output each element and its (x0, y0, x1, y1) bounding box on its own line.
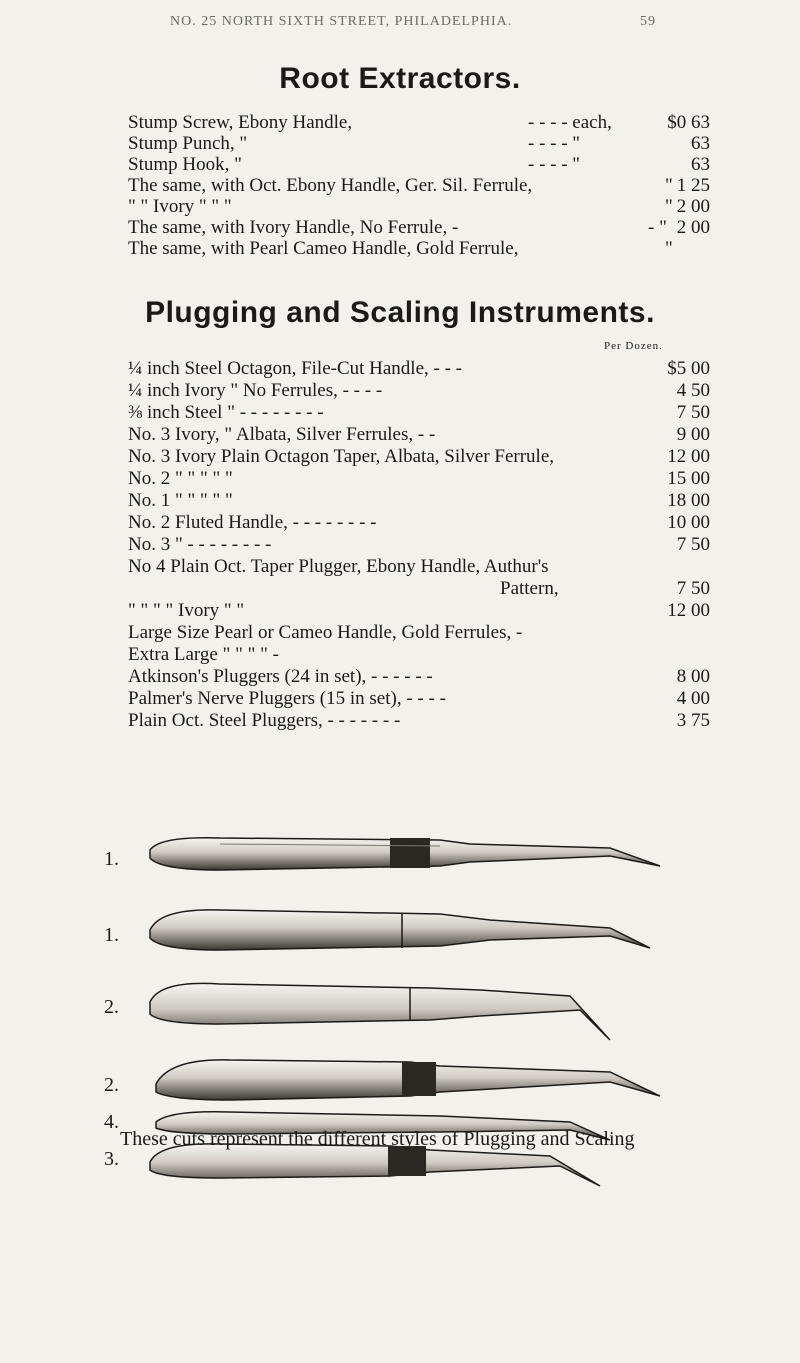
item-unit: - - - - " (528, 154, 581, 175)
list-item (128, 133, 710, 155)
item-price: 63 (691, 133, 710, 154)
plugger-2 (150, 910, 650, 950)
plugger-4 (156, 1060, 660, 1100)
item-description: No. 3 Ivory Plain Octagon Taper, Albata, Silver Ferrule, (128, 446, 555, 467)
plugging-title: Plugging and Scaling Instruments. (145, 296, 655, 329)
item-unit: - - - - each, (528, 112, 612, 133)
item-description: No. 2 " " " " " (128, 468, 233, 489)
item-description: ¼ inch Ivory " No Ferrules, - - - - (128, 380, 383, 401)
item-description: " " Ivory " " " (128, 196, 232, 217)
figure-label: 2. (104, 1074, 119, 1096)
item-description: ¼ inch Steel Octagon, File-Cut Handle, - - - (128, 358, 463, 379)
list-item (128, 622, 710, 644)
list-item (128, 468, 710, 490)
item-description: No. 1 " " " " " (128, 490, 233, 511)
item-unit: " (665, 175, 673, 196)
list-item (128, 380, 710, 402)
list-item (128, 578, 710, 600)
item-description: No. 3 Ivory, " Albata, Silver Ferrules, - - (128, 424, 436, 445)
list-item (128, 358, 710, 380)
per-dozen-label: Per Dozen. (604, 340, 663, 352)
list-item (128, 446, 710, 468)
list-item (128, 402, 710, 424)
page-number: 59 (640, 14, 656, 29)
plugger-1 (150, 838, 660, 870)
item-description: Large Size Pearl or Cameo Handle, Gold Ferrules, - (128, 622, 523, 643)
item-description: The same, with Oct. Ebony Handle, Ger. Sil. Ferrule, (128, 175, 533, 196)
item-price: 7 50 (676, 578, 710, 599)
root-extractors-title: Root Extractors. (279, 62, 521, 95)
figure-label: 3. (104, 1148, 119, 1170)
list-item (128, 512, 710, 534)
item-price: 63 (691, 154, 710, 175)
figure-label: 2. (104, 996, 119, 1018)
item-description: Stump Hook, " (128, 154, 242, 175)
item-description: The same, with Ivory Handle, No Ferrule, - (128, 217, 459, 238)
item-price: 7 50 (676, 402, 710, 423)
item-description: Atkinson's Pluggers (24 in set), - - - - - - (128, 666, 433, 687)
figure-label: 1. (104, 924, 119, 946)
item-price: $0 63 (667, 112, 710, 133)
list-item (128, 217, 710, 239)
plugger-3 (150, 983, 610, 1040)
list-item (128, 490, 710, 512)
item-price: 12 00 (667, 600, 710, 621)
list-item (128, 600, 710, 622)
item-unit: " (665, 196, 673, 217)
item-description: Plain Oct. Steel Pluggers, - - - - - - - (128, 710, 401, 731)
item-price: 18 00 (667, 490, 710, 511)
item-price: 9 00 (676, 424, 710, 445)
item-price: 2 00 (676, 196, 710, 217)
item-price: $5 00 (667, 358, 710, 379)
item-price: 15 00 (667, 468, 710, 489)
item-price: 8 00 (676, 666, 710, 687)
item-price: 4 50 (676, 380, 710, 401)
item-price: 4 00 (676, 688, 710, 709)
item-price: 3 75 (676, 710, 710, 731)
running-head: NO. 25 NORTH SIXTH STREET, PHILADELPHIA. (170, 14, 513, 29)
list-item (128, 710, 710, 732)
item-description: Palmer's Nerve Pluggers (15 in set), - - - - (128, 688, 446, 709)
item-price: 2 00 (676, 217, 710, 238)
figure-caption: These cuts represent the different styles of Plugging and Scaling (120, 1128, 635, 1150)
item-price: 1 25 (676, 175, 710, 196)
list-item (128, 238, 710, 260)
list-item (128, 112, 710, 134)
list-item (128, 154, 710, 176)
item-unit: " (665, 238, 673, 259)
item-unit: - " (648, 217, 667, 238)
list-item (128, 666, 710, 688)
list-item (128, 556, 710, 578)
item-price: 12 00 (667, 446, 710, 467)
item-description: No 4 Plain Oct. Taper Plugger, Ebony Handle, Authur's (128, 556, 549, 577)
item-description: ⅜ inch Steel " - - - - - - - - (128, 402, 324, 423)
list-item (128, 534, 710, 556)
item-description: Stump Screw, Ebony Handle, (128, 112, 353, 133)
item-description: No. 3 " - - - - - - - - (128, 534, 272, 555)
item-unit: - - - - " (528, 133, 581, 154)
item-description: Extra Large " " " " - (128, 644, 279, 665)
item-description: No. 2 Fluted Handle, - - - - - - - - (128, 512, 377, 533)
figure-label: 1. (104, 848, 119, 870)
figure-label: 4. (104, 1111, 119, 1133)
item-description: " " " " Ivory " " (128, 600, 245, 621)
list-item (128, 196, 710, 218)
list-item (128, 688, 710, 710)
list-item (128, 175, 710, 197)
item-price: 10 00 (667, 512, 710, 533)
list-item (128, 424, 710, 446)
list-item (128, 644, 710, 666)
item-description: Stump Punch, " (128, 133, 248, 154)
item-description: Pattern, (500, 578, 559, 599)
item-price: 7 50 (676, 534, 710, 555)
item-description: The same, with Pearl Cameo Handle, Gold Ferrule, (128, 238, 519, 259)
